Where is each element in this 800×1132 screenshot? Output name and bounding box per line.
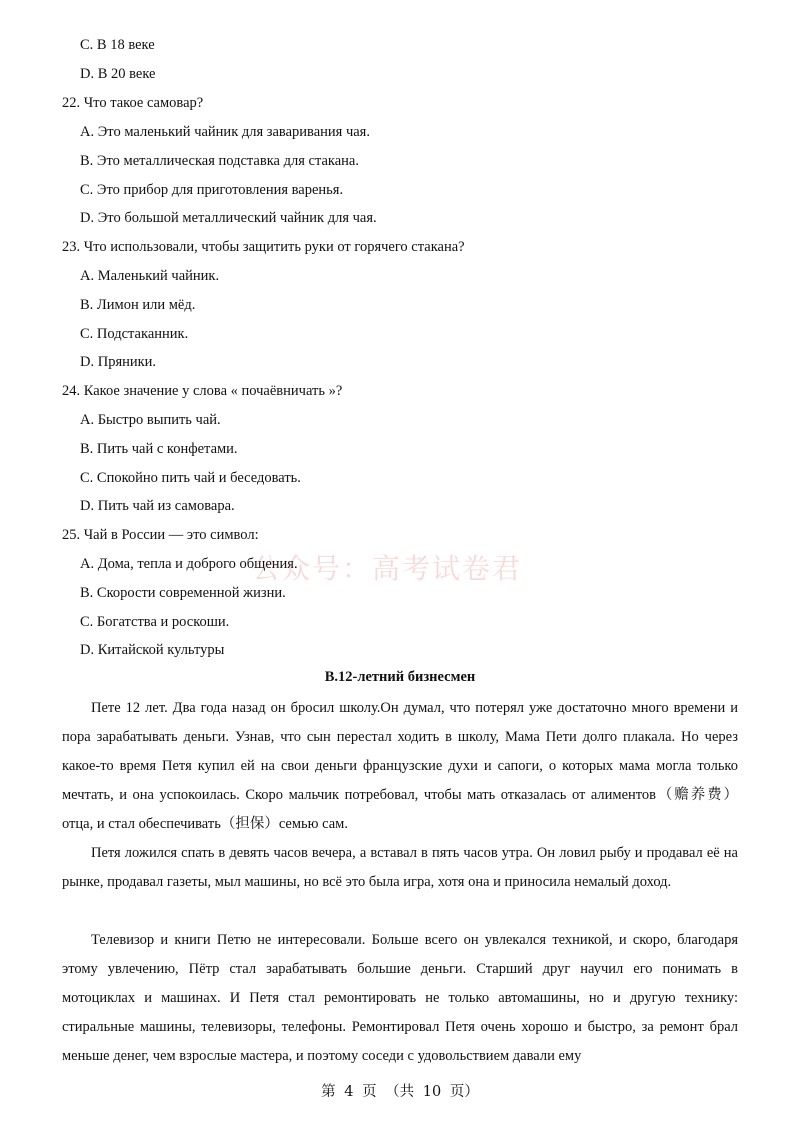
option-24-c: C. Спокойно пить чай и беседовать. — [80, 470, 301, 486]
option-24-b: B. Пить чай с конфетами. — [80, 441, 238, 457]
option-23-b: B. Лимон или мёд. — [80, 297, 196, 313]
option-25-a: A. Дома, тепла и доброго общения. — [80, 556, 298, 572]
question-25: 25. Чай в России — это символ: — [62, 527, 259, 543]
option-24-a: A. Быстро выпить чай. — [80, 412, 221, 428]
question-24: 24. Какое значение у слова « почаёвничать »? — [62, 383, 343, 399]
watermark-text: 公众号：高考试卷君 — [252, 552, 523, 585]
option-22-d: D. Это большой металлический чайник для чая. — [80, 210, 377, 226]
option-25-d: D. Китайской культуры — [80, 642, 225, 658]
section-title: B.12-летний бизнесмен — [324, 669, 476, 685]
question-23: 23. Что использовали, чтобы защитить руки от горячего стакана? — [62, 239, 465, 255]
option-22-b: B. Это металлическая подставка для стакана. — [80, 153, 359, 169]
option-22-a: A. Это маленький чайник для заваривания чая. — [80, 124, 370, 140]
question-22: 22. Что такое самовар? — [62, 95, 204, 111]
reading-paragraph-2: Петя ложился спать в девять часов вечера, а вставал в пять часов утра. Он ловил рыбу и продавал её на рынке, продавал газеты, мыл машины, но всё это была игра, хотя она и приносила немалый доход. — [62, 845, 738, 890]
option-21-c: C. В 18 веке — [80, 37, 155, 53]
reading-paragraph-3: Телевизор и книги Петю не интересовали. Больше всего он увлекался техникой, и скоро, благодаря этому увлечению, Пётр стал зарабатывать большие деньги. Старший друг научил его понимать в мотоциклах и машинах. И Петя стал ремонтировать не только автомашины, но и другую технику: стиральные машины, телевизоры, телефоны. Ремонтировал Петя очень хорошо и быстро, за ремонт брал меньше денег, чем взрослые мастера, и поэтому соседи с удовольствием давали ему — [62, 932, 738, 1064]
option-22-c: C. Это прибор для приготовления варенья. — [80, 182, 344, 198]
page-footer: 第 4 页 （共 10 页） — [321, 1084, 479, 1100]
option-23-d: D. Пряники. — [80, 354, 157, 370]
option-25-c: C. Богатства и роскоши. — [80, 614, 230, 630]
option-23-a: A. Маленький чайник. — [80, 268, 220, 284]
option-23-c: C. Подстаканник. — [80, 326, 189, 342]
reading-paragraph-1: Пете 12 лет. Два года назад он бросил школу.Он думал, что потерял уже достаточно много времени и пора зарабатывать деньги. Узнав, что сын перестал ходить в школу, Мама Пети долго плакала. Но через какое-то время Петя купил ей на свои деньги французские духи и сапоги, о которых мама могла только мечтать, и она успокоилась. Скоро мальчик потребовал, чтобы мать отказалась от алиментов（赡养费）отца, и стал обеспечивать（担保）семью сам. — [62, 700, 738, 832]
option-25-b: B. Скорости современной жизни. — [80, 585, 286, 601]
option-24-d: D. Пить чай из самовара. — [80, 498, 235, 514]
option-21-d: D. В 20 веке — [80, 66, 156, 82]
